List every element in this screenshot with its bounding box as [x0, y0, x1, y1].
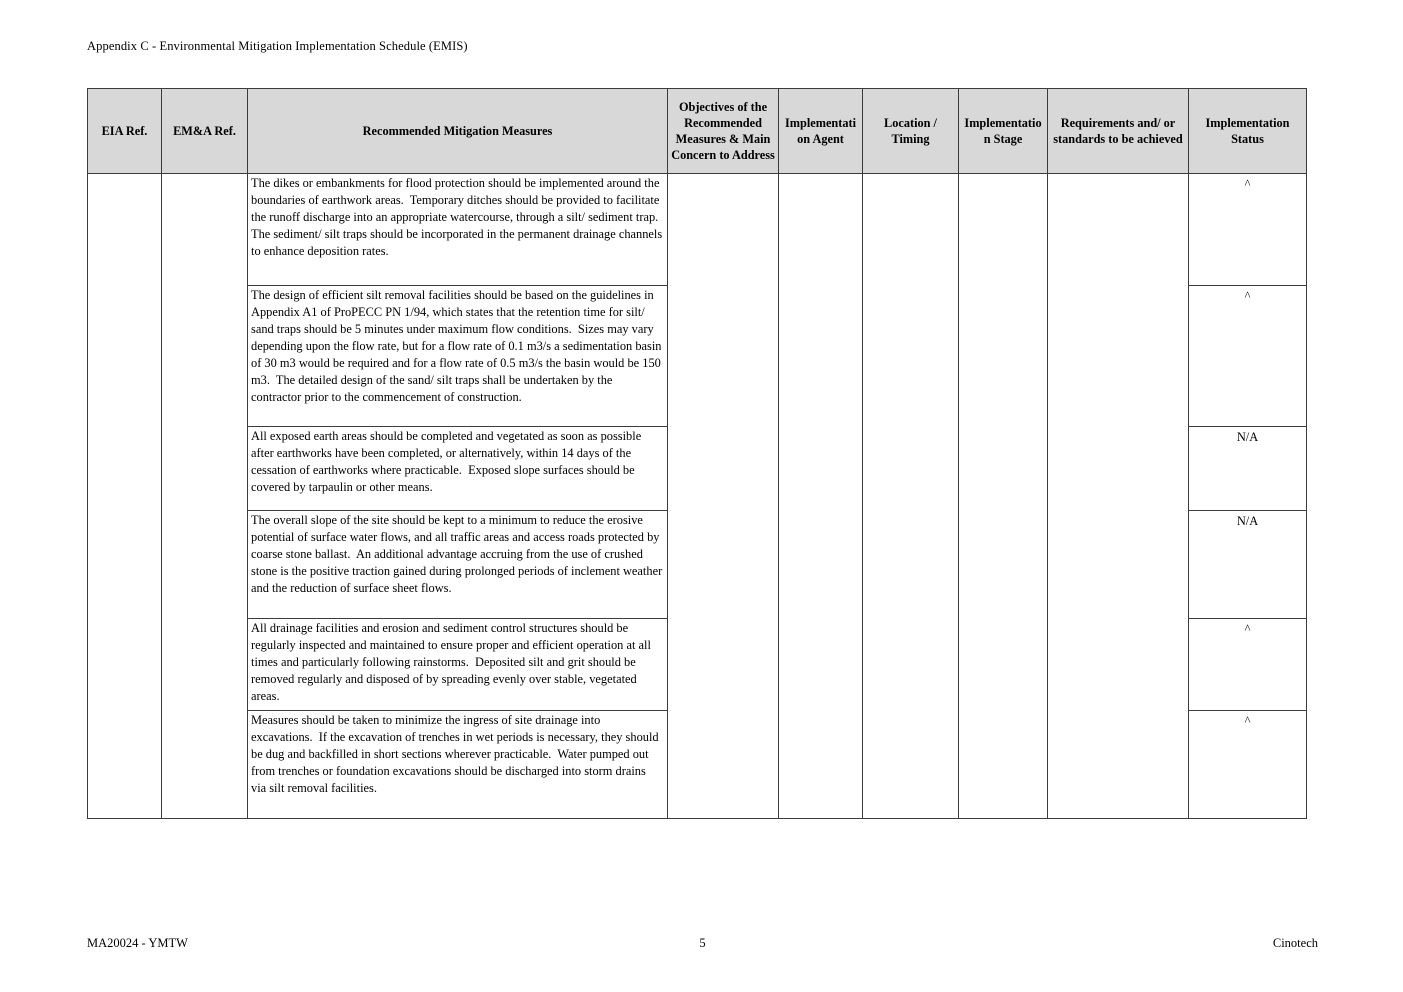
page-title: Appendix C - Environmental Mitigation Implementation Schedule (EMIS): [87, 39, 468, 53]
mitigation-measures-column: [248, 174, 668, 818]
column-header-implementation-status: Implementation Status: [1205, 116, 1290, 146]
measure-cell: Measures should be taken to minimize the ingress of site drainage into excavations. If the excavation of trenches in wet periods is necessary, they should be dug and backfilled in short sections wherever practicable. Water pumped out from trenches or foundation excavations should be discharged into storm drains via silt removal facilities.: [251, 713, 662, 795]
column-header-implementation-agent: Implementation Agent: [779, 89, 863, 173]
column-header-ema-ref: EM&A Ref.: [162, 89, 248, 173]
footer-project-code: MA20024 - YMTW: [87, 936, 188, 950]
implementation-stage-column-empty: [959, 174, 1048, 818]
column-header-implementation-stage: Implementation Stage: [959, 89, 1048, 173]
implementation-status-column: [1189, 174, 1306, 818]
column-header-requirements: Requirements and/ or standards to be achieved: [1048, 89, 1189, 173]
status-cell: N/A: [1189, 427, 1306, 511]
measure-cell: The overall slope of the site should be kept to a minimum to reduce the erosive potential of surface water flows, and all traffic areas and access roads protected by coarse stone ballast. An additional advantage accruing from the use of crushed stone is the positive traction gained during prolonged periods of inclement weather and the reduction of surface sheet flows.: [248, 511, 667, 619]
status-cell: ^: [1244, 714, 1251, 728]
table-body: [88, 174, 1306, 818]
measure-cell: All drainage facilities and erosion and sediment control structures should be regularly inspected and maintained to ensure proper and efficient operation at all times and particularly following rainstorms. Deposited silt and grit should be removed regularly and disposed of by spreading evenly over stable, vegetated areas.: [248, 619, 667, 711]
column-header-location-timing: Location / Timing: [863, 89, 959, 173]
column-header-eia-ref: EIA Ref.: [88, 89, 162, 173]
column-header-mitigation-measures: Recommended Mitigation Measures: [248, 89, 668, 173]
page-footer: [87, 936, 1318, 954]
requirements-column-empty: [1048, 174, 1189, 818]
measure-cell: The design of efficient silt removal facilities should be based on the guidelines in Appendix A1 of ProPECC PN 1/94, which states that the retention time for silt/ sand traps should be 5 minutes under maximum flow conditions. Sizes may vary depending upon the flow rate, but for a flow rate of 0.1 m3/s a sedimentation basin of 30 m3 would be required and for a flow rate of 0.5 m3/s the basin would be 150 m3. The detailed design of the sand/ silt traps shall be undertaken by the contractor prior to the commencement of construction.: [248, 286, 667, 427]
ema-ref-column-empty: [162, 174, 248, 818]
status-cell: ^: [1189, 286, 1306, 427]
eia-ref-column-empty: [88, 174, 162, 818]
column-header-objectives: Objectives of the Recommended Measures & Main Concern to Address: [668, 89, 779, 173]
footer-page-number: 5: [699, 936, 706, 950]
measure-cell: The dikes or embankments for flood protection should be implemented around the boundaries of earthwork areas. Temporary ditches should be provided to facilitate the runoff discharge into an appropriate watercourse, through a silt/ sediment trap. The sediment/ silt traps should be incorporated in the permanent drainage channels to enhance deposition rates.: [248, 174, 667, 286]
status-cell: N/A: [1189, 511, 1306, 619]
objectives-column-empty: [668, 174, 779, 818]
status-cell: ^: [1189, 174, 1306, 286]
table-header-row: [88, 89, 1306, 174]
implementation-agent-column-empty: [779, 174, 863, 818]
status-cell: ^: [1189, 619, 1306, 711]
emis-table: [87, 88, 1307, 819]
footer-company-name: Cinotech: [1272, 936, 1318, 950]
measure-cell: All exposed earth areas should be completed and vegetated as soon as possible after earthworks have been completed, or alternatively, within 14 days of the cessation of earthworks where practicable. Exposed slope surfaces should be covered by tarpaulin or other means.: [248, 427, 667, 511]
location-timing-column-empty: [863, 174, 959, 818]
